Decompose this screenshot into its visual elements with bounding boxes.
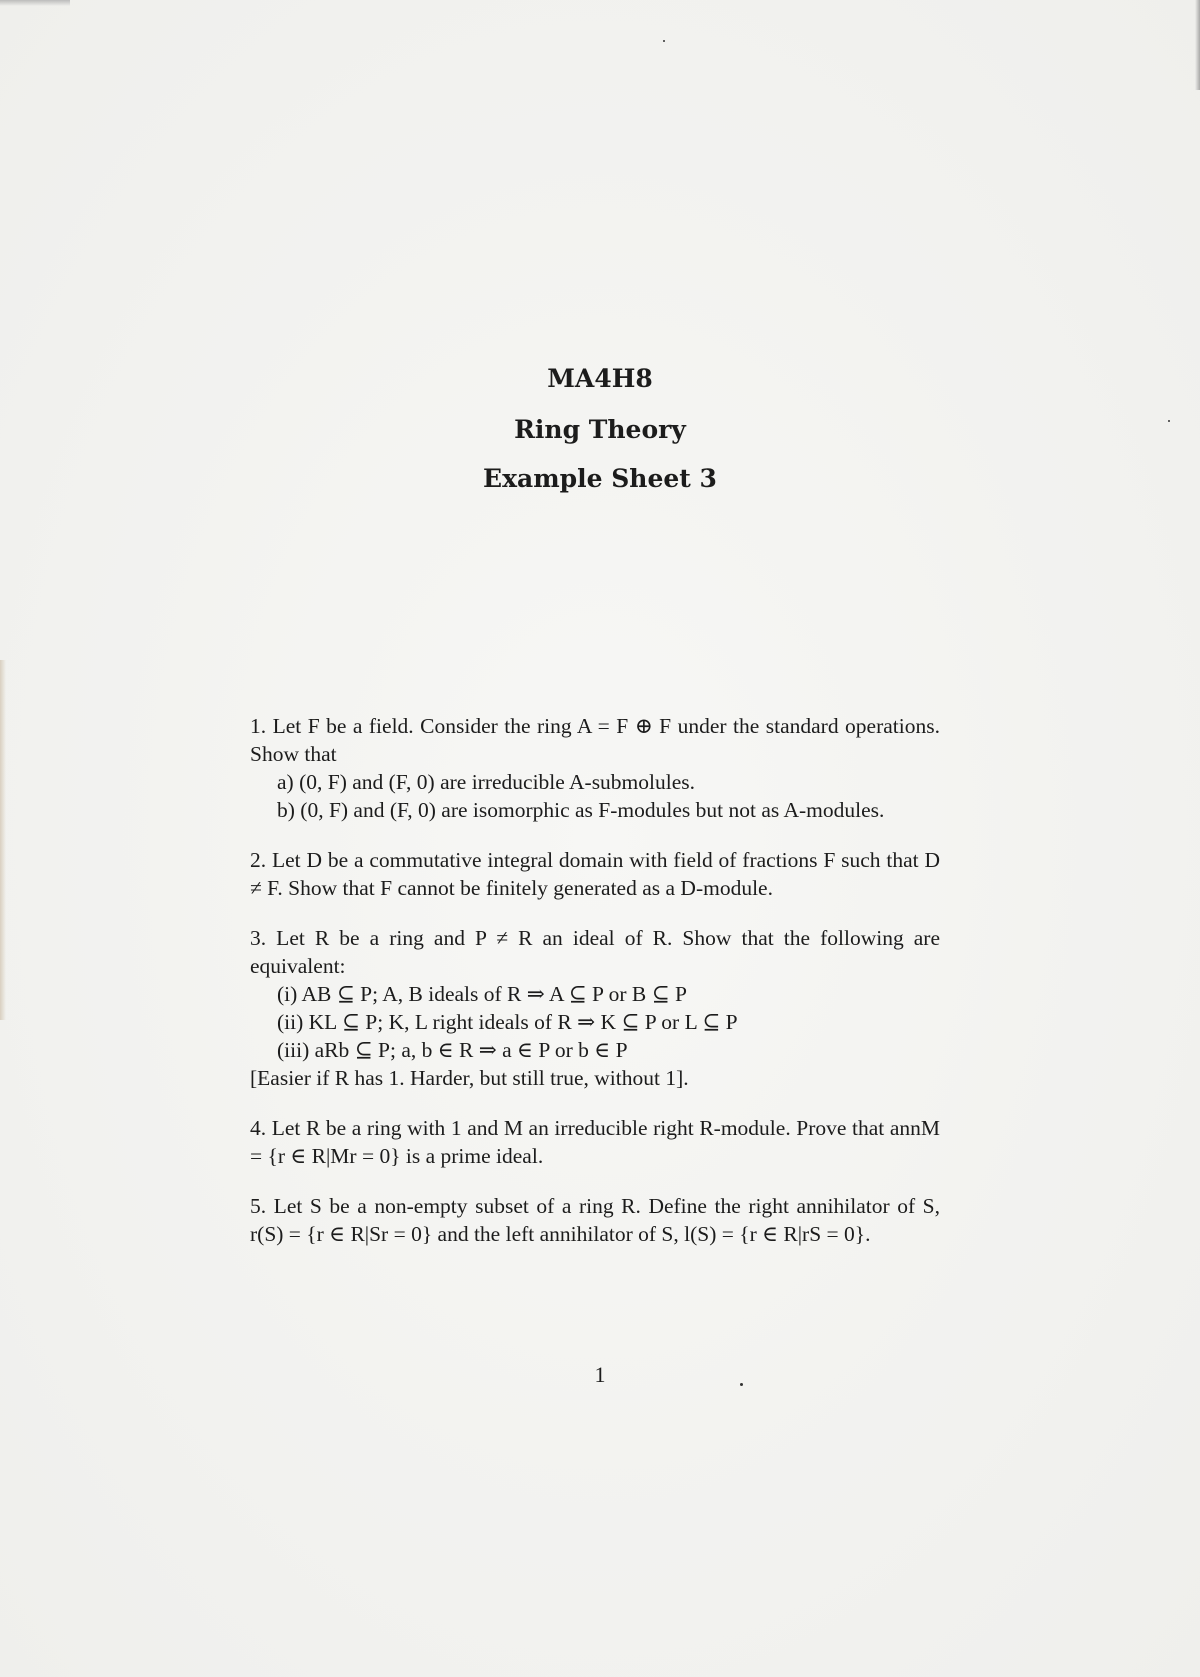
scan-shadow-right bbox=[1195, 0, 1200, 90]
problem-5-statement: 5. Let S be a non-empty subset of a ring R. Define the right annihilator of S, r(S) = {r ∈ R|Sr = 0} and the left annihilator of S, l(S) = {r ∈ R|rS = 0}. bbox=[250, 1194, 940, 1246]
problem-4 bbox=[250, 1114, 940, 1170]
scan-shadow-left bbox=[0, 660, 6, 1020]
course-code: MA4H8 bbox=[547, 364, 653, 393]
scan-speck bbox=[1168, 420, 1170, 422]
problem-2-statement: 2. Let D be a commutative integral domain with field of fractions F such that D ≠ F. Show that F cannot be finitely generated as a D-module. bbox=[250, 848, 940, 900]
problem-3-hint: [Easier if R has 1. Harder, but still true, without 1]. bbox=[250, 1066, 689, 1090]
course-title: Ring Theory bbox=[514, 415, 686, 444]
problem-1-part-a: a) (0, F) and (F, 0) are irreducible A-submolules. bbox=[277, 770, 696, 794]
scan-shadow-top-left bbox=[0, 0, 70, 6]
problem-3 bbox=[250, 924, 940, 1092]
problem-5 bbox=[250, 1192, 940, 1248]
problem-3-statement: 3. Let R be a ring and P ≠ R an ideal of R. Show that the following are equivalent: bbox=[250, 926, 940, 978]
problem-3-condition-i: (i) AB ⊆ P; A, B ideals of R ⇒ A ⊆ P or B ⊆ P bbox=[277, 982, 687, 1006]
scan-speck bbox=[663, 40, 665, 42]
problem-3-condition-iii: (iii) aRb ⊆ P; a, b ∈ R ⇒ a ∈ P or b ∈ P bbox=[277, 1038, 628, 1062]
problem-2 bbox=[250, 846, 940, 902]
scan-speck bbox=[740, 1383, 743, 1386]
problem-list bbox=[250, 712, 940, 1270]
problem-1 bbox=[250, 712, 940, 824]
problem-1-statement: 1. Let F be a field. Consider the ring A = F ⊕ F under the standard operations. Show that bbox=[250, 714, 940, 766]
page-number: 1 bbox=[594, 1362, 606, 1387]
sheet-title: Example Sheet 3 bbox=[483, 464, 717, 493]
problem-3-condition-ii: (ii) KL ⊆ P; K, L right ideals of R ⇒ K ⊆ P or L ⊆ P bbox=[277, 1010, 738, 1034]
problem-4-statement: 4. Let R be a ring with 1 and M an irreducible right R-module. Prove that annM = {r ∈ R|Mr = 0} is a prime ideal. bbox=[250, 1116, 940, 1168]
problem-1-part-b: b) (0, F) and (F, 0) are isomorphic as F-modules but not as A-modules. bbox=[277, 798, 885, 822]
